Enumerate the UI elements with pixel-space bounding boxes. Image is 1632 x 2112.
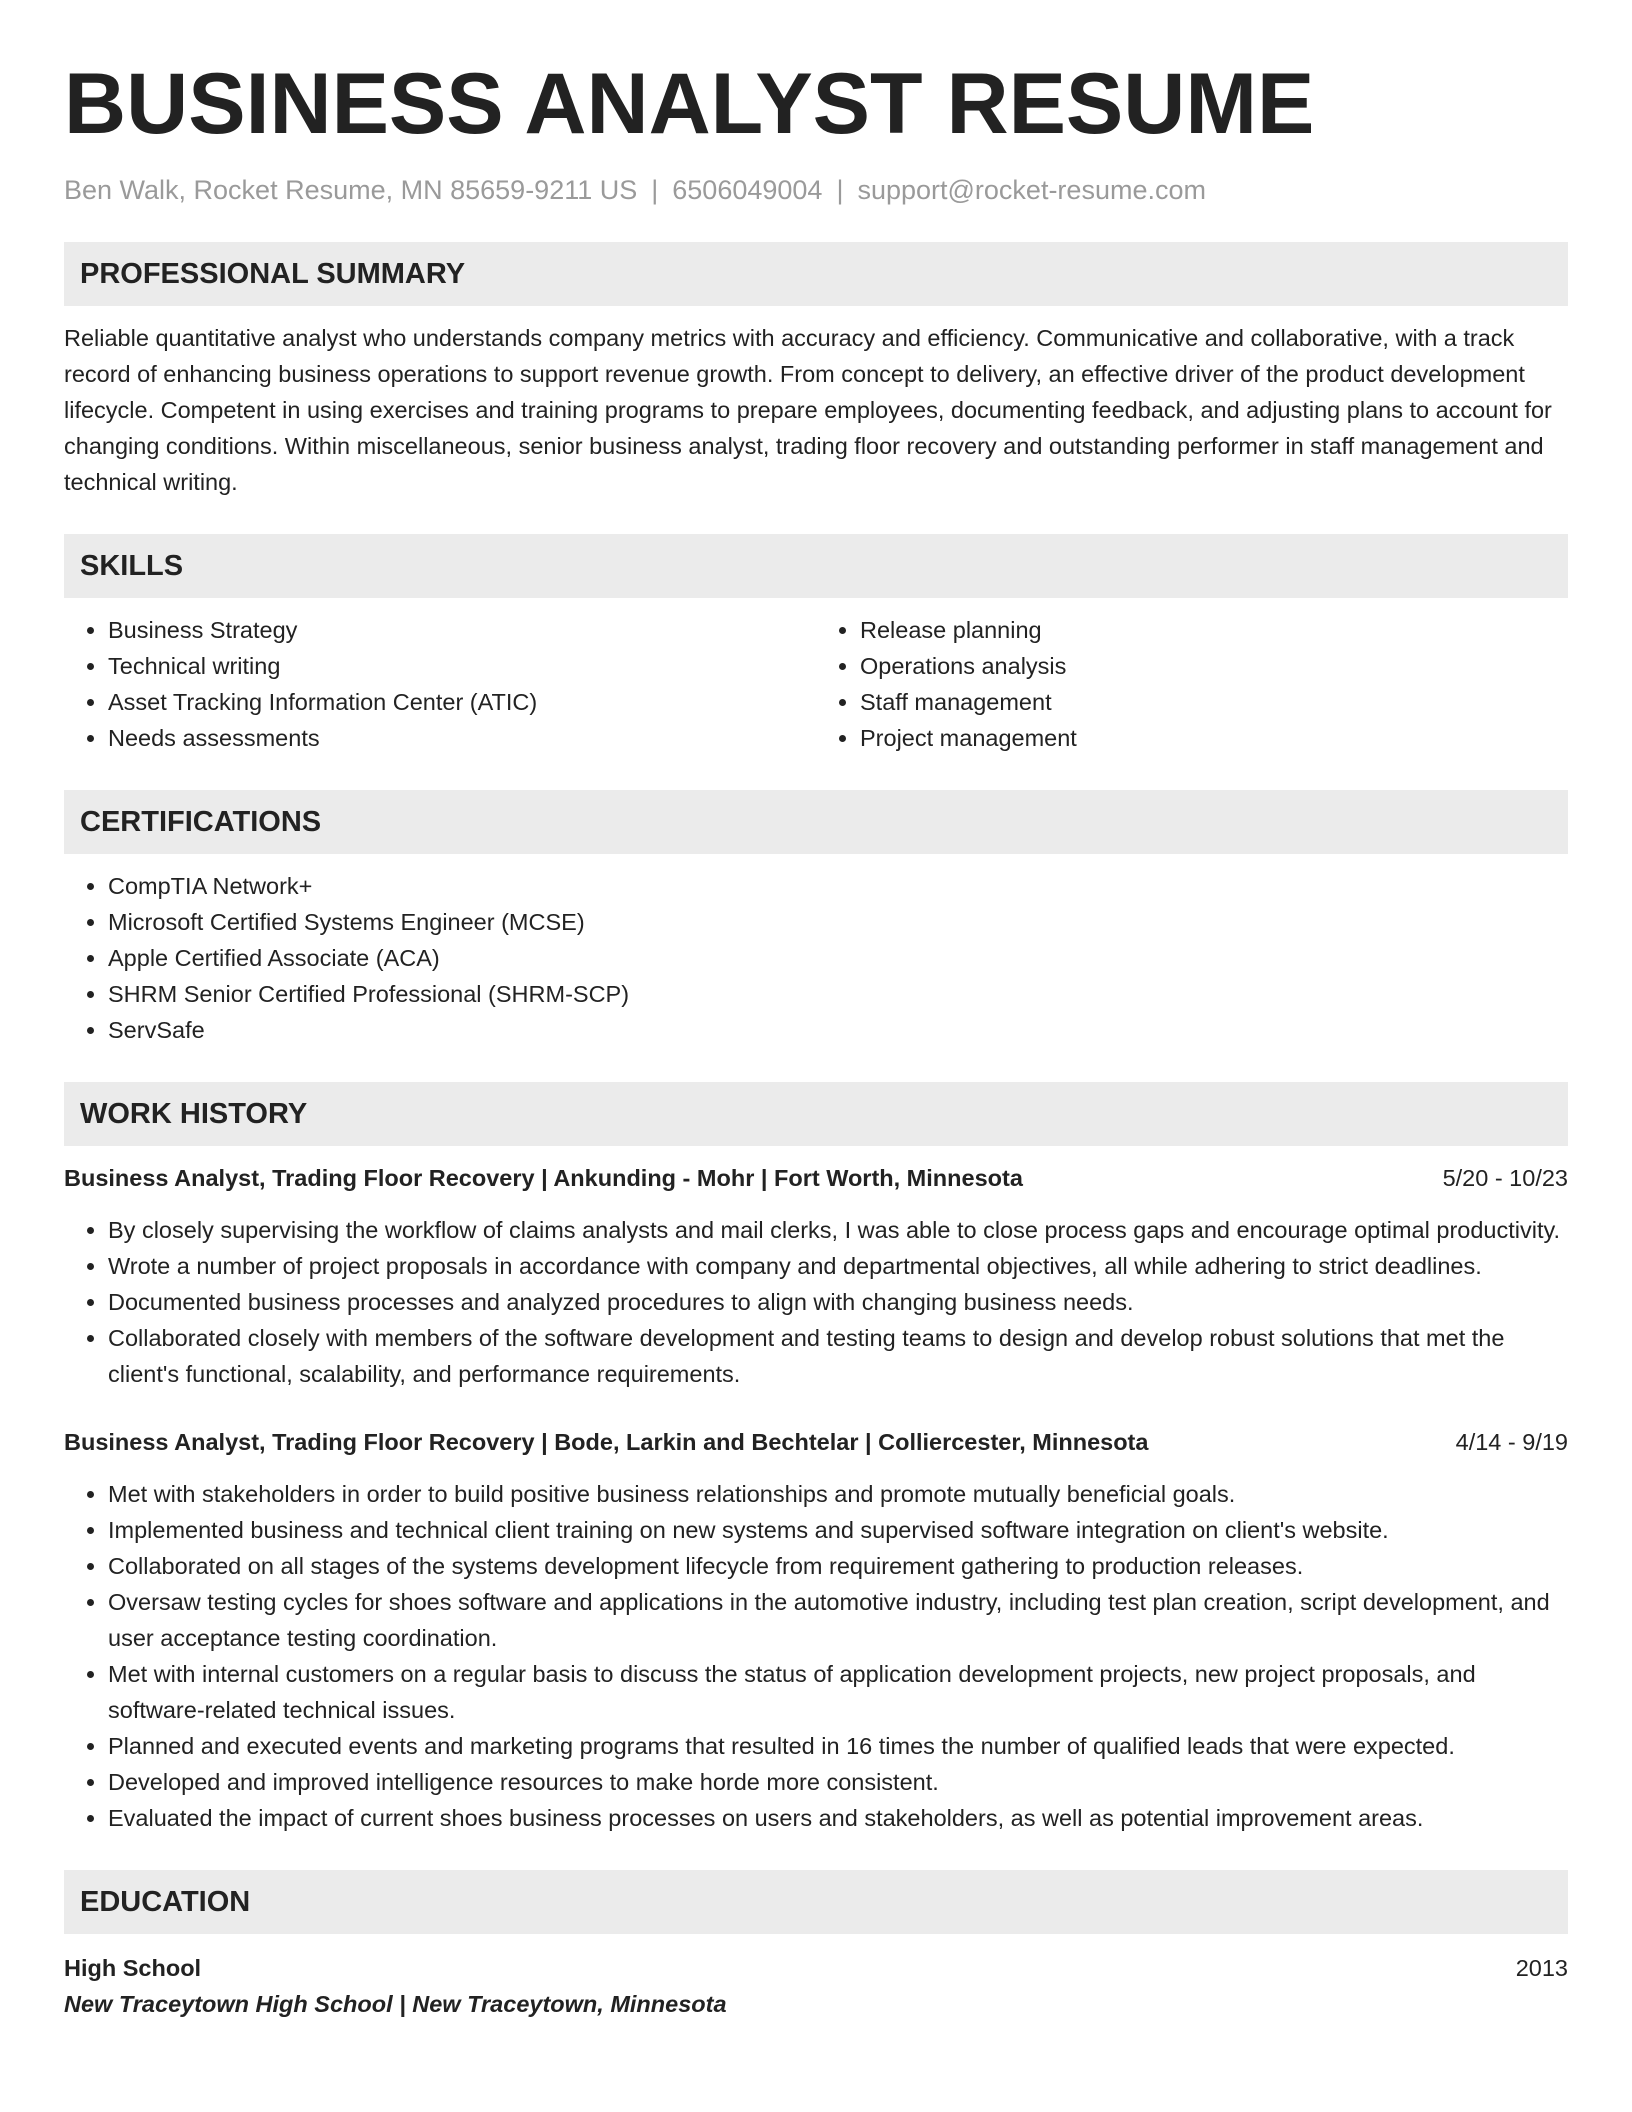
certification-item: • CompTIA Network+ — [108, 868, 1568, 904]
contact-separator: | — [651, 175, 659, 205]
skill-item: • Staff management — [860, 684, 1568, 720]
job-header — [64, 1424, 1568, 1460]
job-bullet: • Collaborated on all stages of the systems development lifecycle from requirement gathering to production releases. — [108, 1548, 1568, 1584]
certifications-heading: CERTIFICATIONS — [64, 790, 1568, 854]
resume-title: BUSINESS ANALYST RESUME — [64, 56, 1315, 152]
job-title: Business Analyst, Trading Floor Recovery | Ankunding - Mohr | Fort Worth, Minnesota — [64, 1165, 1023, 1191]
skills-column-right — [816, 612, 1568, 756]
job-title: Business Analyst, Trading Floor Recovery | Bode, Larkin and Bechtelar | Colliercester, Minnesota — [64, 1429, 1149, 1455]
skill-item: • Technical writing — [108, 648, 816, 684]
skill-item: • Operations analysis — [860, 648, 1568, 684]
summary-heading: PROFESSIONAL SUMMARY — [64, 242, 1568, 306]
skill-item: • Business Strategy — [108, 612, 816, 648]
education-school: New Traceytown High School | New Traceytown, Minnesota — [64, 1991, 727, 2017]
job-bullet: • Implemented business and technical client training on new systems and supervised software integration on client's website. — [108, 1512, 1568, 1548]
resume-page — [64, 56, 1568, 2022]
job-bullet: • Met with internal customers on a regular basis to discuss the status of application development projects, new project proposals, and software-related technical issues. — [108, 1656, 1568, 1728]
certification-item: • SHRM Senior Certified Professional (SHRM-SCP) — [108, 976, 1568, 1012]
skill-item: • Asset Tracking Information Center (ATIC) — [108, 684, 816, 720]
certification-item: • ServSafe — [108, 1012, 1568, 1048]
education-header — [64, 1950, 1568, 1986]
job-entry — [64, 1424, 1568, 1836]
job-bullet: • Evaluated the impact of current shoes business processes on users and stakeholders, as well as potential improvement areas. — [108, 1800, 1568, 1836]
contact-separator: | — [836, 175, 844, 205]
education-degree: High School — [64, 1955, 202, 1981]
skills-heading: SKILLS — [64, 534, 1568, 598]
skill-item: • Project management — [860, 720, 1568, 756]
job-bullet: • Met with stakeholders in order to build positive business relationships and promote mutually beneficial goals. — [108, 1476, 1568, 1512]
certification-item: • Apple Certified Associate (ACA) — [108, 940, 1568, 976]
job-bullet: • Collaborated closely with members of the software development and testing teams to design and develop robust solutions that met the client's functional, scalability, and performance requirements. — [108, 1320, 1568, 1392]
job-bullet: • By closely supervising the workflow of claims analysts and mail clerks, I was able to close process gaps and encourage optimal productivity. — [108, 1212, 1568, 1248]
contact-address: Ben Walk, Rocket Resume, MN 85659-9211 US — [64, 175, 638, 205]
job-bullets — [64, 1212, 1568, 1392]
contact-phone: 6506049004 — [672, 175, 823, 205]
education-heading: EDUCATION — [64, 1870, 1568, 1934]
job-bullet: • Planned and executed events and marketing programs that resulted in 16 times the number of qualified leads that were expected. — [108, 1728, 1568, 1764]
skill-item: • Needs assessments — [108, 720, 816, 756]
contact-line — [64, 172, 1568, 208]
job-bullet: • Wrote a number of project proposals in accordance with company and departmental objectives, all while adhering to strict deadlines. — [108, 1248, 1568, 1284]
skills-column-left — [64, 612, 816, 756]
job-bullet: • Oversaw testing cycles for shoes software and applications in the automotive industry, including test plan creation, script development, and user acceptance testing coordination. — [108, 1584, 1568, 1656]
job-dates: 5/20 - 10/23 — [1442, 1165, 1568, 1191]
certification-item: • Microsoft Certified Systems Engineer (MCSE) — [108, 904, 1568, 940]
job-bullet: • Developed and improved intelligence resources to make horde more consistent. — [108, 1764, 1568, 1800]
contact-email[interactable]: support@rocket-resume.com — [857, 175, 1206, 205]
certifications-list — [64, 868, 1568, 1048]
job-header — [64, 1160, 1568, 1196]
work-history-heading: WORK HISTORY — [64, 1082, 1568, 1146]
job-bullets — [64, 1476, 1568, 1836]
job-dates: 4/14 - 9/19 — [1455, 1429, 1568, 1455]
job-bullet: • Documented business processes and analyzed procedures to align with changing business needs. — [108, 1284, 1568, 1320]
skill-item: • Release planning — [860, 612, 1568, 648]
education-year: 2013 — [1515, 1955, 1568, 1981]
skills-list — [64, 612, 1568, 756]
summary-text: Reliable quantitative analyst who understands company metrics with accuracy and efficiency. Communicative and collaborative, with a track record of enhancing business operations to support revenue growth. From concept to delivery, an effective driver of the product development lifecycle. Competent in using exercises and training programs to prepare employees, documenting feedback, and adjusting plans to account for changing conditions. Within miscellaneous, senior business analyst, trading floor recovery and outstanding performer in staff management and technical writing. — [64, 325, 1552, 495]
job-entry — [64, 1160, 1568, 1392]
